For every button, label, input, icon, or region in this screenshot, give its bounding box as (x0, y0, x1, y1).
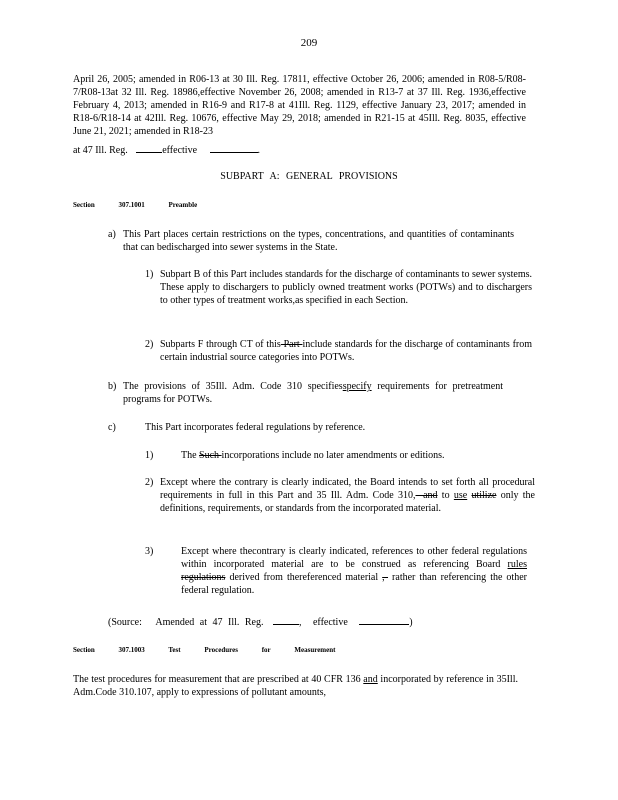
subpart-heading: SUBPART A: GENERAL PROVISIONS (220, 171, 398, 182)
source-effective: effective (312, 617, 348, 628)
item-c3-label: 3) (145, 546, 154, 557)
source-text: Amended at 47 Ill. Reg. (155, 617, 264, 628)
item-a1-text (160, 268, 532, 307)
history-last-line-text: at 47 Ill. Reg. (73, 145, 128, 156)
subsection-b-label: b) (108, 381, 117, 392)
item-a1-body: Subpart B of this Part includes standards for the discharge of contaminants to sewer systems. These apply to dischargers to publicly owned treatment works (POTWs) and to dischargers to other types of treatment works,as specified in each Section. (160, 269, 532, 306)
section-title: Preamble (168, 201, 198, 209)
subsection-b-after: requirements for pretreatment programs for POTWs. (123, 381, 504, 405)
subsection-c-label: c) (108, 422, 116, 433)
deleted-text: - and (415, 490, 438, 501)
item-c3-part2: derived from thereferenced material (225, 572, 379, 583)
blank-line (210, 143, 258, 153)
source-note: (Source: Amended at 47 Ill. Reg. , effective ) (108, 617, 413, 628)
item-c2-text (160, 476, 535, 515)
section-title-word: Procedures (204, 646, 238, 654)
deleted-text: Part (280, 339, 303, 350)
item-c1-after: incorporations include no later amendments or editions. (221, 450, 445, 461)
section-number: 307.1001 (118, 201, 145, 209)
item-c2-part1: Except where the contrary is clearly indicated, the Board intends to set forth all procedural requirements in full in this Part and 35 Ill. Adm. Code 310, (160, 477, 535, 501)
subsection-b-before: The provisions of 35Ill. Adm. Code 310 specifies (123, 381, 343, 392)
deleted-text: Such (199, 450, 222, 461)
subsection-a-label: a) (108, 229, 116, 240)
section-title-word: Measurement (294, 646, 336, 654)
deleted-text: ,- (382, 572, 389, 583)
item-c2-label: 2) (145, 477, 154, 488)
item-c1-label: 1) (145, 450, 154, 461)
item-c3-part1: Except where thecontrary is clearly indicated, references to other federal regulations within incorporated material are to be construed as referencing Board (181, 546, 527, 570)
inserted-text: use (453, 490, 468, 501)
item-a1-label: 1) (145, 269, 154, 280)
section-label: Section (73, 201, 95, 209)
page-number: 209 (300, 37, 318, 49)
item-a2-after: include standards for the discharge of contaminants from certain industrial source categories into POTWs. (160, 339, 533, 363)
section-title-word: Test (168, 646, 181, 654)
subsection-c-text: This Part incorporates federal regulations by reference. (145, 422, 366, 433)
history-text: April 26, 2005; amended in R06-13 at 30 Ill. Reg. 17811, effective October 26, 2006; amended in R08-5/R08-7/R08-13at 32 Ill. Reg. 18986,effective November 26, 2008; amended in R13-7 at 37 Ill. Reg. 1936,effective February 4, 2013; amended in R16-9 and R17-8 at 41Ill. Reg. 1129, effective January 23, 2017; amended in R18-6/R18-14 at 42Ill. Reg. 10676, effective May 29, 2018; amended in R21-15 at 45Ill. Reg. 8035, effective June 21, 2021; amended in R18-23 (73, 74, 526, 137)
section-heading (73, 201, 219, 210)
item-c1-text (181, 449, 445, 462)
source-open: (Source: (108, 617, 142, 628)
blank-line (359, 615, 409, 625)
deleted-text: regulations (181, 572, 226, 583)
subsection-a-text (123, 228, 514, 254)
inserted-text: rules (507, 559, 527, 570)
item-c1-before: The (181, 450, 200, 461)
item-c2-part2: to (437, 490, 454, 501)
item-c2-part3: only the definitions, requirements, or standards from the incorporated material. (160, 490, 535, 514)
item-a2-label: 2) (145, 339, 154, 350)
inserted-text: specify (342, 381, 372, 392)
history-effective-label: effective (162, 145, 198, 156)
inserted-text: and (363, 674, 378, 685)
blank-line (273, 615, 299, 625)
history-paragraph (73, 73, 526, 138)
item-a2-before: Subparts F through CT of this (160, 339, 281, 350)
section-label: Section (73, 646, 95, 654)
item-a2-text (160, 338, 532, 364)
final-part1: The test procedures for measurement that are prescribed at 40 CFR 136 (73, 674, 364, 685)
source-close: ) (409, 617, 413, 628)
subsection-a-body: This Part places certain restrictions on the types, concentrations, and quantities of contaminants that can bedischarged into sewer systems in the State. (123, 229, 514, 253)
item-c3-part3: rather than referencing the other federal regulation. (181, 572, 527, 596)
section-title-word: for (261, 646, 271, 654)
period: . (257, 145, 261, 156)
subsection-b-text (123, 380, 503, 406)
section-number: 307.1003 (118, 646, 145, 654)
blank-line (136, 143, 162, 153)
section-heading (73, 646, 357, 655)
final-part2: incorporated by reference in 35Ill. Adm.Code 310.107, apply to expressions of pollutant amounts, (73, 674, 518, 698)
item-c3-text (181, 545, 527, 597)
deleted-text: utilize (471, 490, 497, 501)
section-1003-paragraph (73, 673, 518, 699)
history-last-line (73, 143, 260, 157)
